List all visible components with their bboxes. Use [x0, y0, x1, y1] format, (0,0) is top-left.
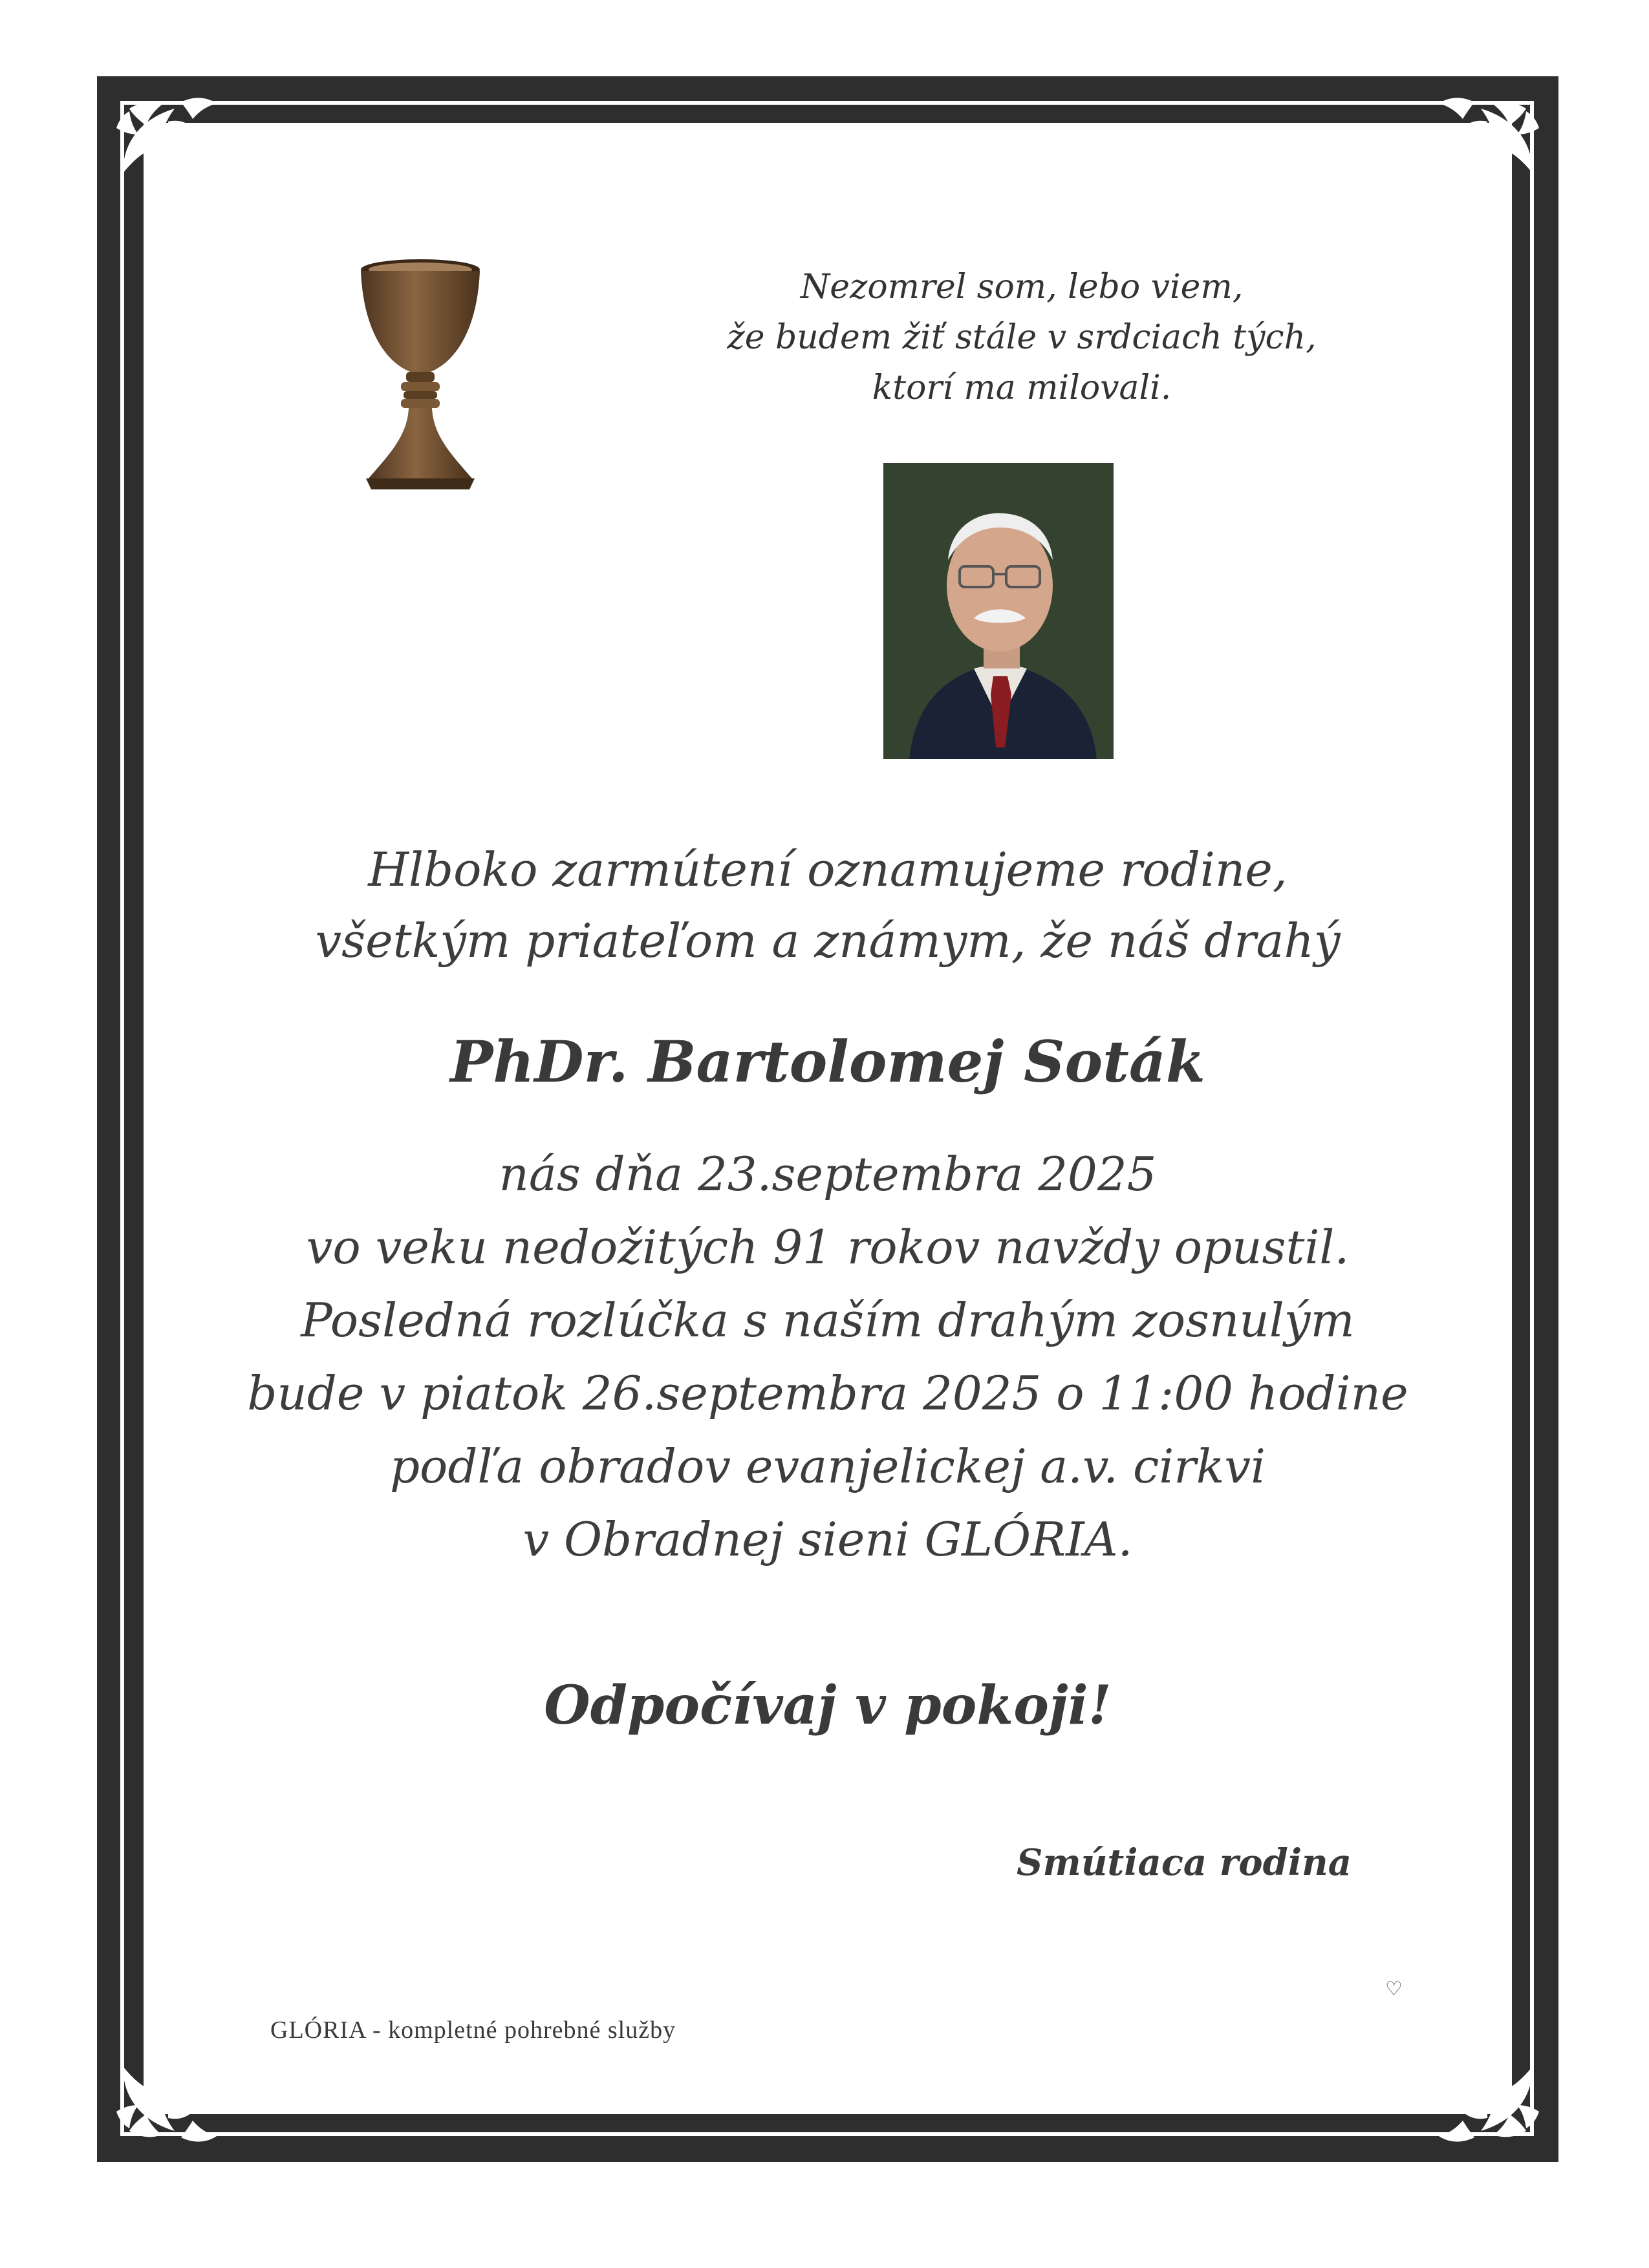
deceased-name: PhDr. Bartolomej Soták — [450, 1028, 1205, 1095]
announcement-line: Hlboko zarmútení oznamujeme rodine, — [368, 842, 1288, 897]
small-mark-icon: ♡ — [1385, 1978, 1403, 2000]
closing-phrase: Odpočívaj v pokoji! — [544, 1674, 1112, 1737]
corner-ornament-icon — [1423, 2047, 1552, 2157]
announcement-line: všetkým priateľom a známym, že náš drahý — [315, 914, 1341, 968]
motto-quote — [647, 262, 1397, 413]
funeral-service-footer: GLÓRIA - kompletné pohrebné služby — [270, 2017, 676, 2044]
details-line: vo veku nedožitých 91 rokov navždy opustil. — [306, 1220, 1350, 1274]
portrait-photo — [883, 463, 1114, 759]
details-line: v Obradnej sieni GLÓRIA. — [523, 1512, 1133, 1567]
motto-line: že budem žiť stále v srdciach tých, — [727, 318, 1317, 357]
signature: Smútiaca rodina — [1017, 1841, 1352, 1884]
details-line: Posledná rozlúčka s naším drahým zosnulým — [301, 1293, 1355, 1347]
corner-ornament-icon — [103, 2047, 233, 2157]
corner-ornament-icon — [103, 83, 233, 193]
details-line: bude v piatok 26.septembra 2025 o 11:00 hodine — [247, 1366, 1408, 1420]
details-line: podľa obradov evanjelickej a.v. cirkvi — [389, 1439, 1266, 1493]
funeral-details — [194, 1138, 1461, 1576]
chalice-icon — [349, 255, 491, 498]
corner-ornament-icon — [1423, 83, 1552, 193]
announcement-text — [194, 834, 1461, 976]
details-line: nás dňa 23.septembra 2025 — [499, 1147, 1157, 1201]
motto-line: ktorí ma milovali. — [872, 369, 1172, 407]
motto-line: Nezomrel som, lebo viem, — [800, 268, 1244, 306]
